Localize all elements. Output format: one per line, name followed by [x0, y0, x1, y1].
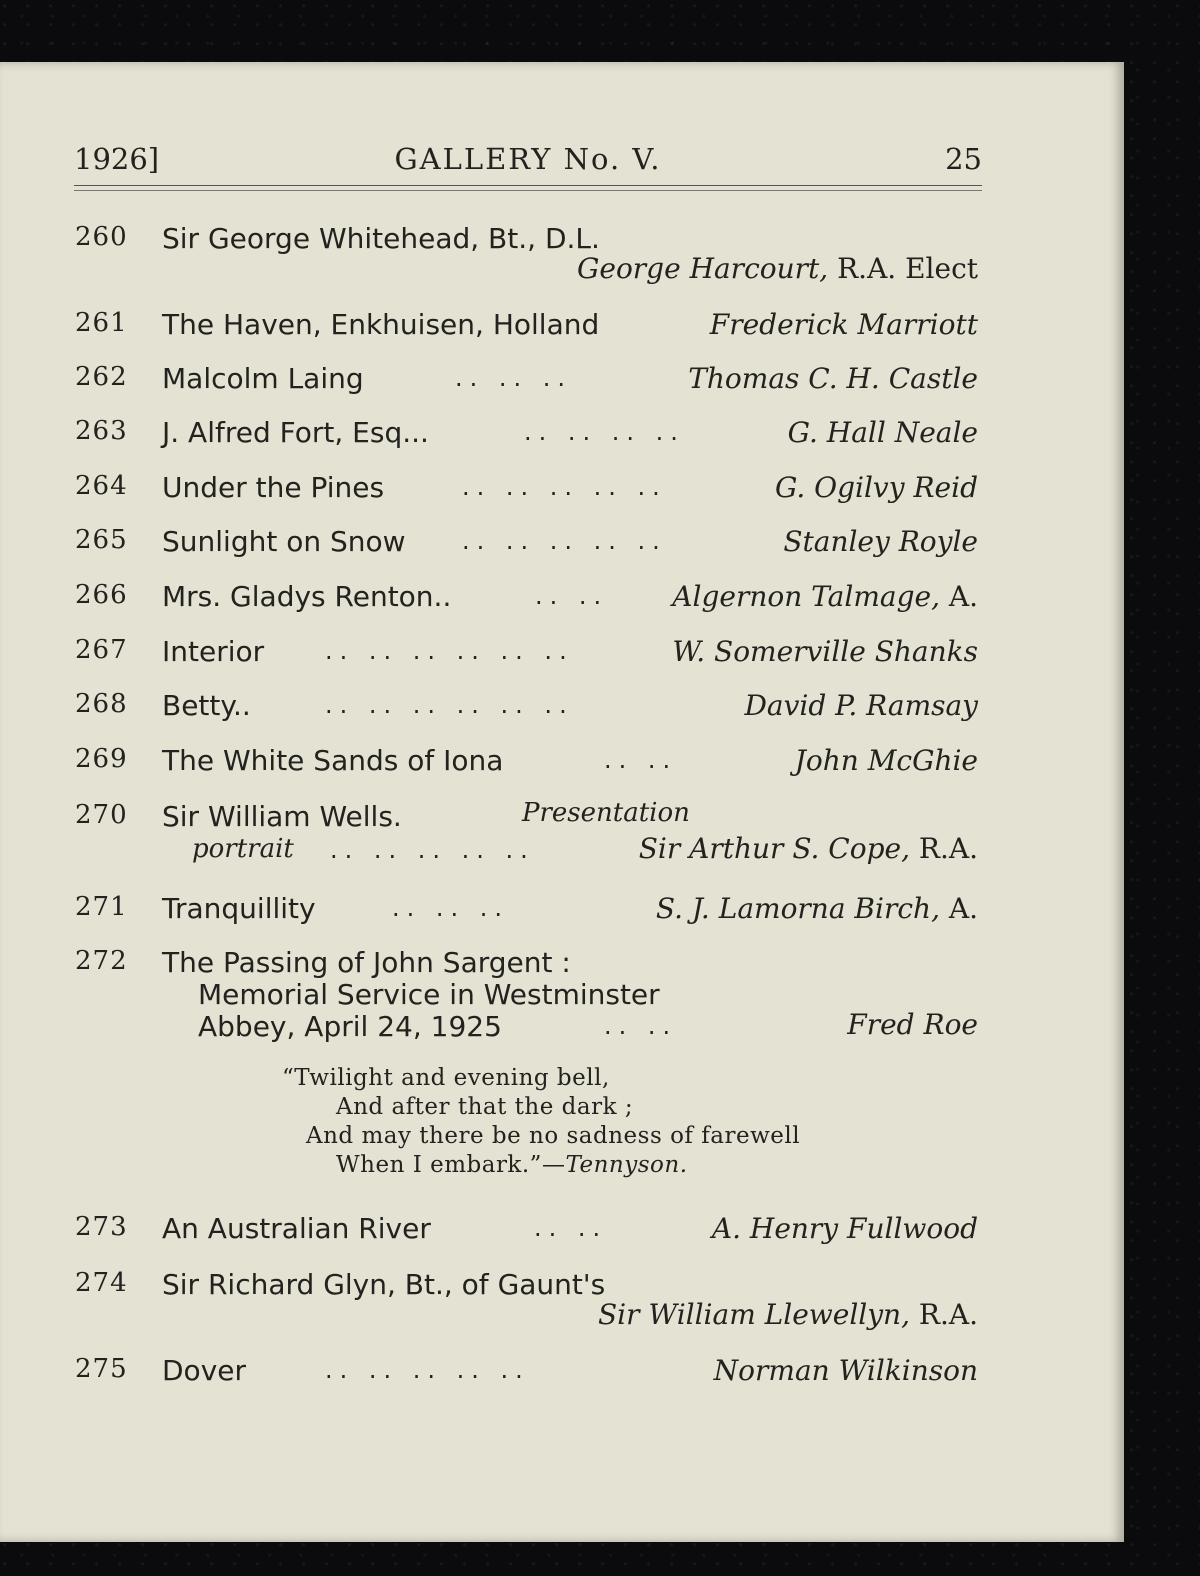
tennyson-quote [282, 1064, 800, 1180]
leader-dots: .. .. .. .. .. [325, 1356, 530, 1384]
entry-number: 273 [75, 1212, 128, 1242]
entry-title: Sir Richard Glyn, Bt., of Gaunt's [162, 1268, 606, 1301]
entry-artist: A. Henry Fullwood [711, 1212, 978, 1245]
entry-artist: Sir Arthur S. Cope, R.A. [638, 832, 978, 865]
entry-title: Sir William Wells. [162, 800, 402, 833]
entry-number: 269 [75, 744, 128, 774]
entry-title: Dover [162, 1354, 246, 1387]
leader-dots: .. .. .. .. .. [330, 836, 535, 864]
quote-line-last: When I embark.”—Tennyson. [336, 1152, 688, 1178]
entry-artist: G. Ogilvy Reid [774, 471, 978, 504]
entry-artist: G. Hall Neale [787, 416, 978, 449]
entry-title: Interior [162, 635, 265, 668]
entry-artist: Algernon Talmage, A. [672, 580, 978, 613]
entry-number: 265 [75, 525, 128, 555]
artist-suffix: R.A. Elect [837, 252, 978, 285]
entry-number: 272 [75, 946, 128, 976]
quote-line: And may there be no sadness of farewell [306, 1123, 801, 1149]
entry-title: Under the Pines [162, 471, 385, 504]
catalogue-page [0, 62, 1124, 1542]
leader-dots: .. .. .. .. .. [462, 473, 667, 501]
entry-number: 261 [75, 308, 128, 338]
artist-suffix: A. [948, 892, 978, 925]
entry-artist: David P. Ramsay [744, 689, 978, 722]
entry-number: 268 [75, 689, 128, 719]
entry-number: 267 [75, 635, 128, 665]
entry-title-line2: portrait [192, 834, 294, 864]
artist-suffix: R.A. [918, 1298, 978, 1331]
entry-artist: Fred Roe [847, 1008, 978, 1041]
quote-author: Tennyson. [565, 1152, 688, 1178]
entry-number: 271 [75, 892, 128, 922]
leader-dots: .. .. .. [455, 364, 573, 392]
entry-title: Malcolm Laing [162, 362, 364, 395]
entry-number: 264 [75, 471, 128, 501]
artist-suffix: R.A. [918, 832, 978, 865]
entry-artist: John McGhie [794, 744, 978, 777]
entry-title: J. Alfred Fort, Esq... [162, 416, 429, 449]
leader-dots: .. .. [604, 1012, 678, 1040]
entry-title: Betty.. [162, 689, 251, 722]
entry-title: Sir George Whitehead, Bt., D.L. [162, 222, 600, 255]
quote-line: And after that the dark ; [336, 1094, 634, 1120]
entry-artist: George Harcourt, R.A. Elect [577, 252, 978, 285]
entry-number: 274 [75, 1268, 128, 1298]
entry-title: Tranquillity [162, 892, 316, 925]
leader-dots: .. .. .. [392, 894, 510, 922]
entry-artist: Frederick Marriott [709, 308, 978, 341]
catalogue-entries [0, 62, 1124, 1542]
entry-artist: Stanley Royle [783, 525, 978, 558]
entry-number: 260 [75, 222, 128, 252]
entry-title: The Haven, Enkhuisen, Holland [162, 308, 600, 341]
entry-title-line3: Abbey, April 24, 1925 [198, 1010, 502, 1043]
header-year: 1926] [74, 142, 160, 176]
leader-dots: .. .. [604, 746, 678, 774]
entry-title-line2: Memorial Service in Westminster [198, 978, 660, 1011]
entry-title: Sunlight on Snow [162, 525, 406, 558]
entry-title: The White Sands of Iona [162, 744, 504, 777]
leader-dots: .. .. .. .. .. .. [325, 637, 574, 665]
leader-dots: .. .. .. .. .. .. [325, 691, 574, 719]
entry-title-italic: Presentation [522, 798, 690, 828]
entry-number: 266 [75, 580, 128, 610]
page-number: 25 [945, 142, 982, 176]
header-title: GALLERY No. V. [394, 142, 662, 176]
leader-dots: .. .. .. .. .. [462, 527, 667, 555]
entry-number: 275 [75, 1354, 128, 1384]
leader-dots: .. .. .. .. [524, 418, 685, 446]
entry-artist: Norman Wilkinson [713, 1354, 978, 1387]
entry-title: The Passing of John Sargent : [162, 946, 571, 979]
entry-title: Mrs. Gladys Renton.. [162, 580, 452, 613]
leader-dots: .. .. [535, 582, 609, 610]
entry-artist: W. Somerville Shanks [672, 635, 978, 668]
entry-number: 270 [75, 800, 128, 830]
entry-title: An Australian River [162, 1212, 431, 1245]
entry-number: 262 [75, 362, 128, 392]
quote-line: “Twilight and evening bell, [282, 1065, 610, 1091]
entry-artist: Thomas C. H. Castle [688, 362, 978, 395]
entry-number: 263 [75, 416, 128, 446]
artist-suffix: A. [948, 580, 978, 613]
leader-dots: .. .. [534, 1214, 608, 1242]
entry-artist: S. J. Lamorna Birch, A. [655, 892, 978, 925]
entry-artist: Sir William Llewellyn, R.A. [597, 1298, 978, 1331]
